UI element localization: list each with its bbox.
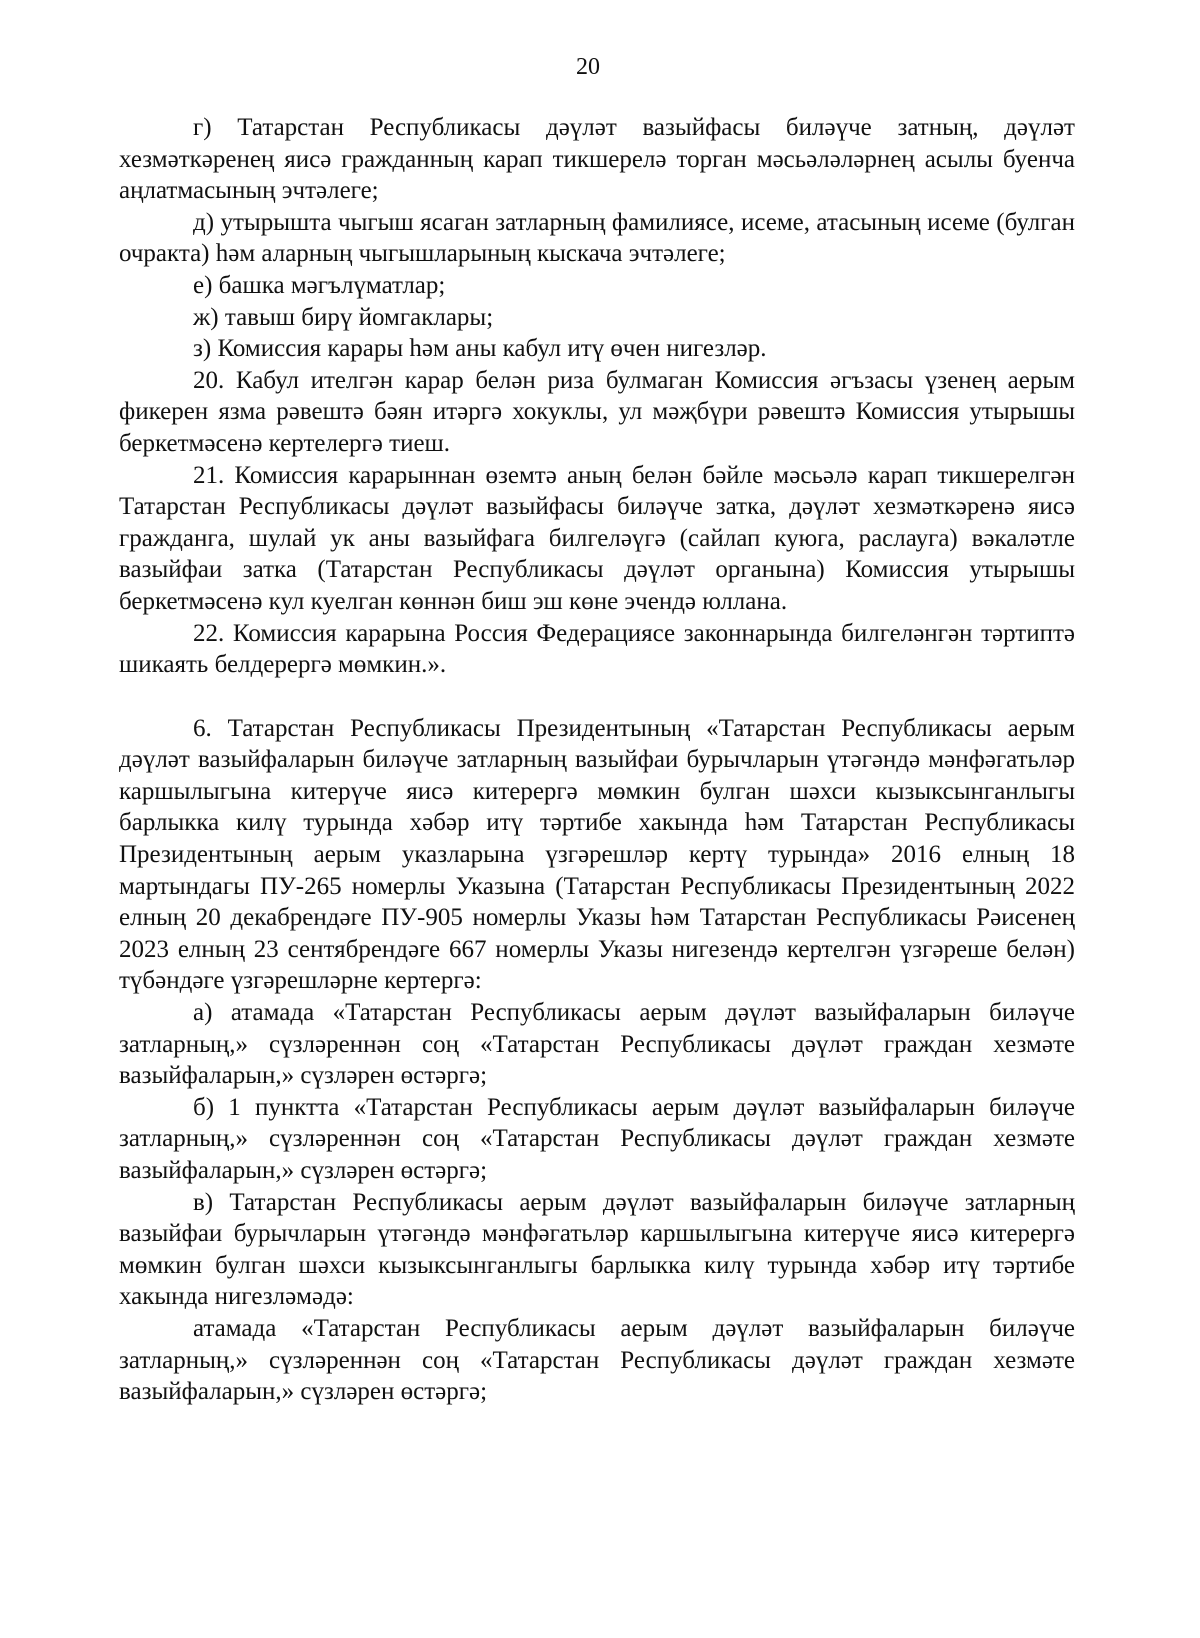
paragraph-item-g: г) Татарстан Республикасы дәүләт вазыйфасы биләүче затның, дәүләт хезмәткәренең яисә гражданның карап тикшерелә торган мәсьәләләрнең асылы буенча аңлатмасының эчтәлеге; xyxy=(119,114,1075,205)
paragraph-point-22: 22. Комиссия карарына Россия Федерациясе законнарында билгеләнгән тәртиптә шикаять белдерергә мөмкин.». xyxy=(119,619,1075,679)
paragraph-section-6: 6. Татарстан Республикасы Президентының «Татарстан Республикасы аерым дәүләт вазыйфаларын биләүче затларның вазыйфаи бурычларын үтәгәндә мәнфәгатьләр каршылыгына китерүче яисә китерергә мөмкин булган шәхси кызыксынганлыгы барлыкка килү турында хәбәр итү тәртибе хакында һәм Татарстан Республикасы Президентының аерым указларына үзгәрешләр кертү турында» 2016 елның 18 мартындагы ПУ-265 номерлы Указына (Татарстан Республикасы Президентының 2022 елның 20 декабрендәге ПУ-905 номерлы Указы һәм Татарстан Республикасы Рәисенең 2023 елның 23 сентябрендәге 667 номерлы Указы нигезендә кертелгән үзгәреше белән) түбәндәге үзгәрешләрне кертергә: xyxy=(119,714,1075,995)
paragraph-subitem-b: б) 1 пунктта «Татарстан Республикасы аерым дәүләт вазыйфаларын биләүче затларның,» сүзләреннән соң «Татарстан Республикасы дәүләт граждан хезмәте вазыйфаларын,» сүзләрен өстәргә; xyxy=(119,1093,1075,1184)
paragraph-item-e: е) башка мәгълүматлар; xyxy=(193,271,446,299)
paragraph-point-20: 20. Кабул ителгән карар белән риза булмаган Комиссия әгъзасы үзенең аерым фикерен язма рәвештә бәян итәргә хокуклы, ул мәҗбүри рәвештә Комиссия утырышы беркетмәсенә кертелергә тиеш. xyxy=(119,366,1075,457)
document-body xyxy=(119,112,1075,1408)
paragraph-item-z: з) Комиссия карары һәм аны кабул итү өчен нигезләр. xyxy=(193,335,767,363)
paragraph-item-zh: ж) тавыш бирү йомгаклары; xyxy=(193,303,494,331)
paragraph-subitem-v: в) Татарстан Республикасы аерым дәүләт вазыйфаларын биләүче затларның вазыйфаи бурычларын үтәгәндә мәнфәгатьләр каршылыгына китерүче яисә китерергә мөмкин булган шәхси кызыксынганлыгы барлыкка килү турында хәбәр итү тәртибе хакында нигезләмәдә: xyxy=(119,1188,1075,1311)
paragraph-subitem-a: а) атамада «Татарстан Республикасы аерым дәүләт вазыйфаларын биләүче затларның,» сүзләреннән соң «Татарстан Республикасы дәүләт граждан хезмәте вазыйфаларын,» сүзләрен өстәргә; xyxy=(119,999,1075,1090)
page-number: 20 xyxy=(576,54,600,80)
paragraph-point-21: 21. Комиссия карарыннан өземтә аның белән бәйле мәсьәлә карап тикшерелгән Татарстан Республикасы дәүләт вазыйфасы биләүче затка, дәүләт хезмәткәренә яисә гражданга, шулай ук аны вазыйфага билгеләүгә (сайлап куюга, раслауга) вәкаләтле вазыйфаи затка (Татарстан Республикасы дәүләт органына) Комиссия утырышы беркетмәсенә кул куелган көннән биш эш көне эчендә юллана. xyxy=(119,461,1075,615)
paragraph-title-change: атамада «Татарстан Республикасы аерым дәүләт вазыйфаларын биләүче затларның,» сүзләреннән соң «Татарстан Республикасы дәүләт граждан хезмәте вазыйфаларын,» сүзләрен өстәргә; xyxy=(119,1314,1075,1406)
paragraph-item-d: д) утырышта чыгыш ясаган затларның фамилиясе, исеме, атасының исеме (булган очракта) һәм аларның чыгышларының кыскача эчтәлеге; xyxy=(119,208,1075,268)
